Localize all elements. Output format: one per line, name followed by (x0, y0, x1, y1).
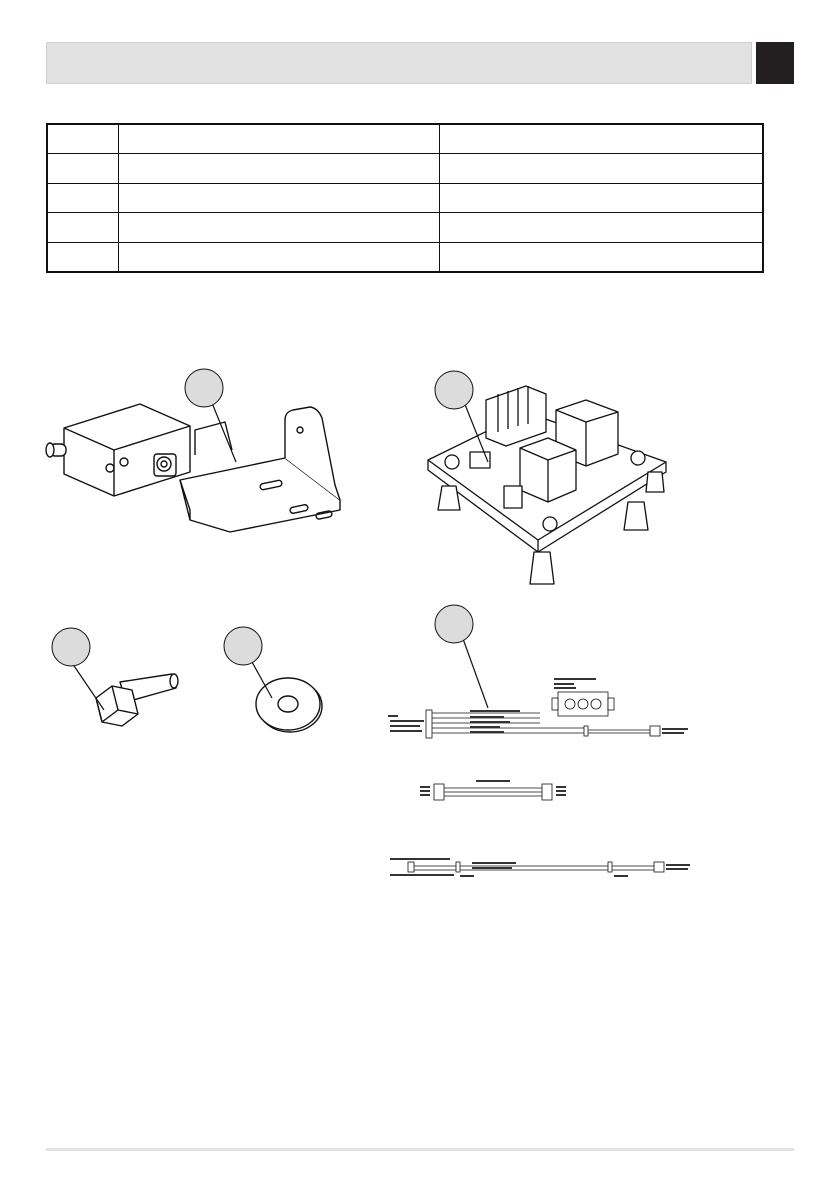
callout-marker (224, 627, 262, 665)
table-row (47, 154, 763, 183)
wiring-harness-figure (380, 600, 700, 890)
table-cell (47, 183, 119, 212)
bracket-assembly-figure (40, 360, 360, 550)
table-cell (440, 242, 764, 272)
table-row (47, 183, 763, 212)
table-cell (47, 124, 119, 154)
flat-washer-figure (216, 624, 336, 744)
callout-marker (435, 371, 473, 409)
table-cell (440, 124, 764, 154)
control-board-figure (408, 362, 678, 592)
table-cell (119, 124, 440, 154)
table-cell (47, 242, 119, 272)
table-cell (119, 183, 440, 212)
table-cell (440, 183, 764, 212)
table-row (47, 213, 763, 242)
footer-rule (46, 1148, 794, 1151)
table-cell (440, 154, 764, 183)
callout-marker (185, 369, 223, 407)
table-row (47, 242, 763, 272)
table-cell (119, 213, 440, 242)
parts-table (46, 123, 764, 273)
table-cell (119, 242, 440, 272)
table-cell (119, 154, 440, 183)
hex-bolt-figure (40, 620, 190, 780)
harness-diagram (426, 692, 660, 738)
callout-marker (52, 628, 90, 666)
callout-marker (435, 605, 473, 643)
table-cell (47, 213, 119, 242)
page-tab (756, 42, 794, 84)
table-cell (440, 213, 764, 242)
header-bar (46, 42, 752, 84)
table-row (47, 124, 763, 154)
table-cell (47, 154, 119, 183)
